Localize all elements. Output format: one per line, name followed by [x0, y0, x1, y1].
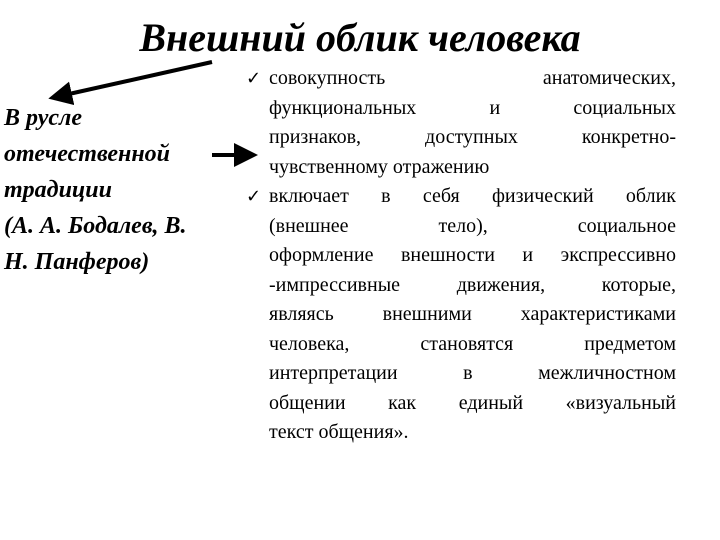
bullet-line: совокупность анатомических,	[269, 67, 676, 89]
bullet-item	[244, 182, 676, 448]
definition-list	[244, 64, 676, 448]
bullet-line: текст общения».	[269, 421, 409, 443]
bullet-line: признаков, доступных конкретно-	[269, 126, 676, 148]
bullet-line: чувственному отражению	[269, 155, 490, 178]
bullet-line: человека, становятся предметом	[269, 332, 676, 355]
left-line: Н. Панферов)	[4, 249, 150, 275]
bullet-item	[244, 64, 676, 182]
arrow-to-left-block-icon	[60, 62, 212, 96]
bullet-line: интерпретации в межличностном	[269, 362, 676, 384]
checkmark-icon: ✓	[246, 186, 262, 207]
bullet-line: включает в себя физический облик	[269, 185, 676, 207]
left-line: (А. А. Бодалев, В.	[4, 213, 187, 239]
left-block-source	[4, 100, 244, 280]
bullet-line: оформление внешности и экспрессивно	[269, 244, 676, 266]
left-line: традиции	[4, 177, 112, 203]
left-line: В русле	[4, 105, 82, 131]
page-title: Внешний облик человека	[139, 15, 581, 60]
bullet-line: (внешнее тело), социальное	[269, 214, 676, 237]
bullet-line: функциональных и социальных	[269, 96, 676, 119]
bullet-line: являясь внешними характеристиками	[269, 303, 676, 325]
left-line: отечественной	[4, 141, 171, 167]
checkmark-icon: ✓	[246, 68, 262, 89]
bullet-line: -импрессивные движения, которые,	[269, 273, 676, 296]
bullet-line: общении как единый «визуальный	[269, 391, 676, 414]
